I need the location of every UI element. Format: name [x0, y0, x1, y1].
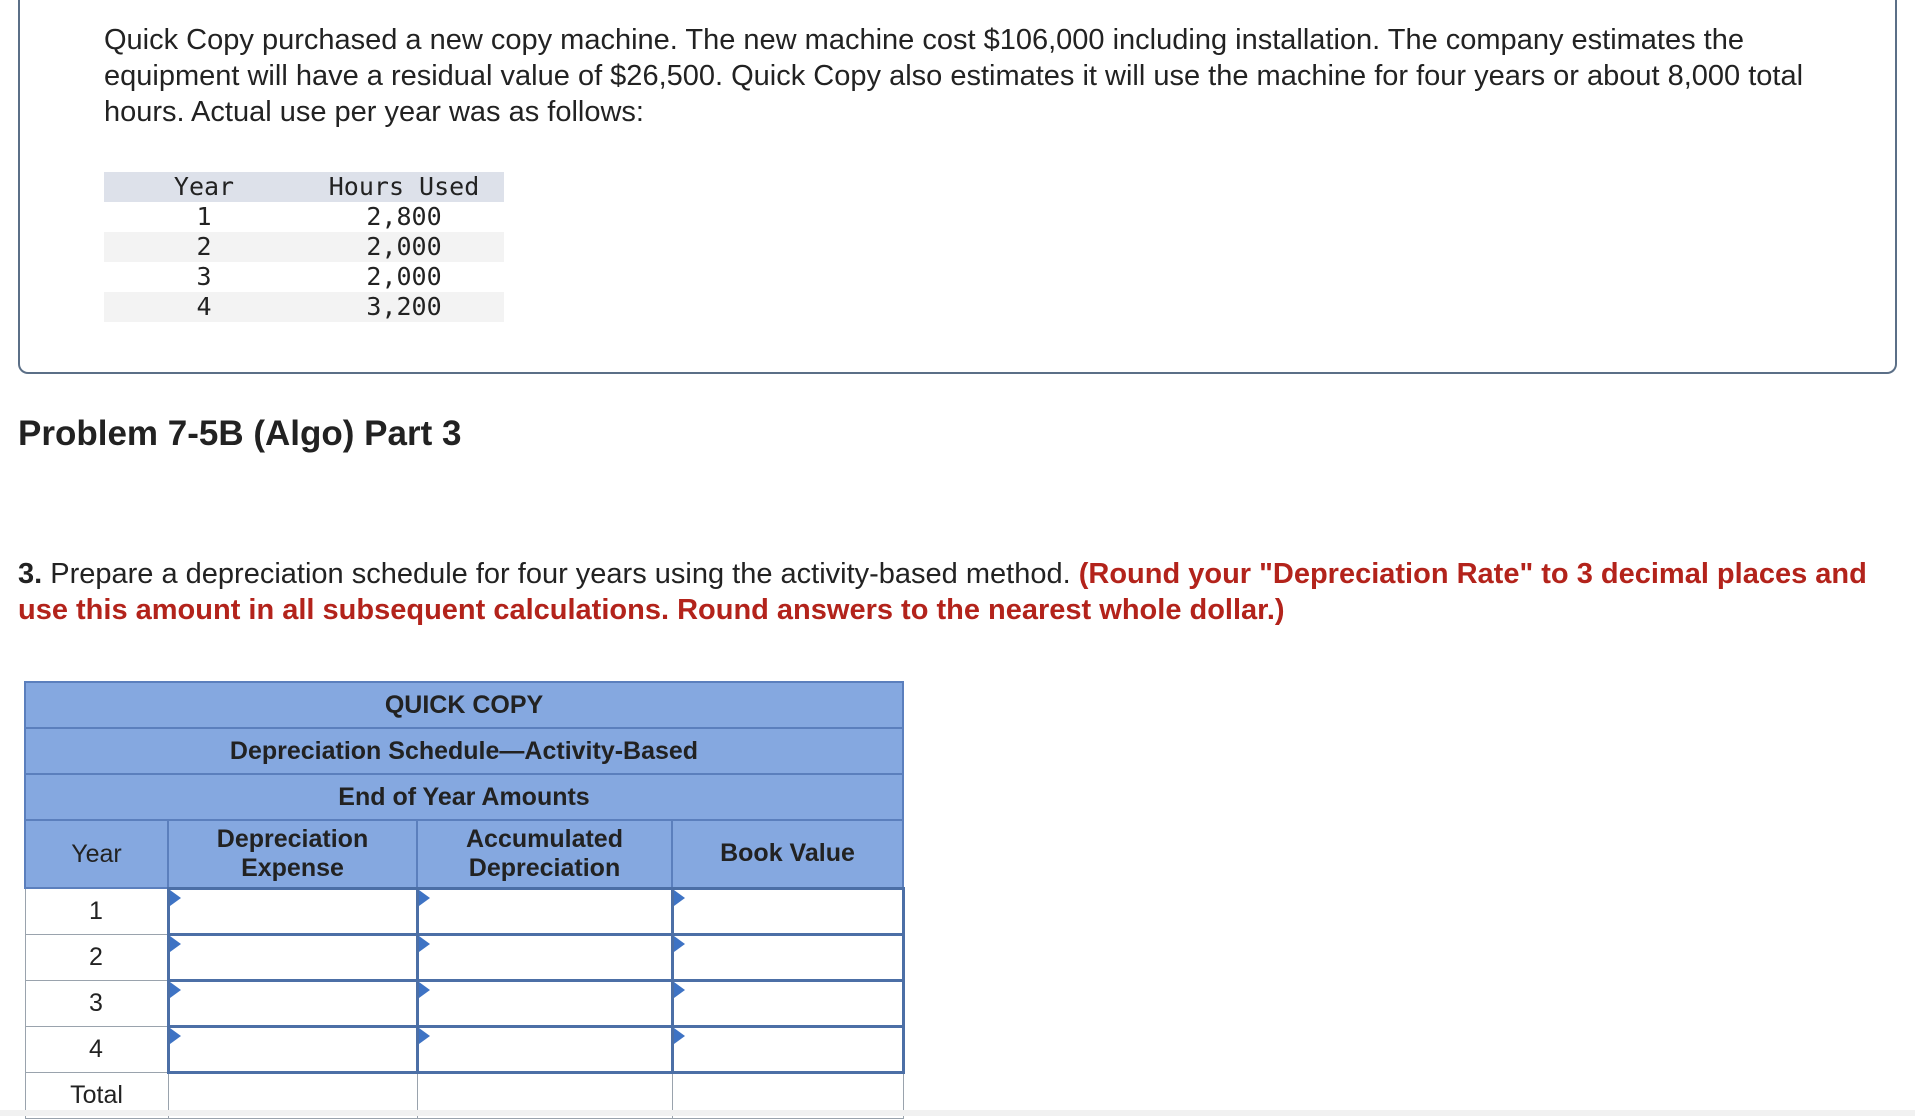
hours-table-year: 3	[196, 262, 212, 291]
book-value-input[interactable]	[672, 1026, 903, 1072]
hours-table-header-row	[104, 172, 504, 202]
table-row	[104, 262, 504, 292]
problem-description: Quick Copy purchased a new copy machine. The new machine cost $106,000 including installation. The company estimates the equipment will have a residual value of $26,500. Quick Copy also estimates it will use the machine for four years or about 8,000 total hours. Actual use per year was as follows:	[104, 24, 1804, 128]
input-marker-icon	[170, 1028, 181, 1044]
hours-table-header-year: Year	[104, 172, 304, 202]
schedule-company-header: QUICK COPY	[25, 682, 903, 728]
table-row	[104, 232, 504, 262]
input-marker-icon	[419, 936, 430, 952]
schedule-title-header: Depreciation Schedule—Activity-Based	[25, 728, 903, 774]
depreciation-expense-input[interactable]	[168, 888, 417, 934]
depreciation-expense-input[interactable]	[168, 980, 417, 1026]
column-header-book-value: Book Value	[672, 820, 903, 888]
hours-table-year: 2	[104, 232, 304, 262]
depreciation-expense-input[interactable]	[168, 934, 417, 980]
input-marker-icon	[170, 936, 181, 952]
rounding-note: (Round your "Depreciation Rate" to 3 decimal places and use this amount in all subsequent calculations. Round answers to the nearest whole dollar.)	[18, 558, 1867, 626]
hours-table-hours: 3,200	[304, 292, 504, 322]
accumulated-depreciation-input[interactable]	[417, 1026, 672, 1072]
table-row	[104, 202, 504, 232]
depreciation-expense-input[interactable]	[168, 1026, 417, 1072]
hours-table-hours: 2,000	[366, 262, 442, 291]
input-marker-icon	[674, 890, 685, 906]
input-marker-icon	[170, 982, 181, 998]
schedule-year-cell: 1	[25, 888, 168, 934]
depreciation-schedule-table	[24, 681, 905, 1119]
column-header-accumulated-depreciation: Accumulated Depreciation	[417, 820, 672, 888]
table-row	[25, 934, 903, 980]
part-title: Problem 7-5B (Algo) Part 3	[18, 414, 462, 453]
page-bottom-edge	[0, 1110, 1915, 1116]
schedule-year-cell: 2	[25, 934, 168, 980]
input-marker-icon	[170, 890, 181, 906]
instructions	[18, 556, 1888, 628]
total-label: Total	[25, 1072, 168, 1118]
hours-table-hours: 2,800	[366, 202, 442, 231]
instruction-number: 3.	[18, 558, 43, 590]
input-marker-icon	[419, 982, 430, 998]
input-marker-icon	[419, 890, 430, 906]
table-row	[25, 888, 903, 934]
table-row	[25, 1026, 903, 1072]
accumulated-depreciation-input[interactable]	[417, 980, 672, 1026]
table-row	[104, 292, 504, 322]
hours-table-header-hours: Hours Used	[304, 172, 504, 202]
schedule-year-cell: 4	[25, 1026, 168, 1072]
input-marker-icon	[674, 982, 685, 998]
accumulated-depreciation-input[interactable]	[417, 888, 672, 934]
column-header-year: Year	[25, 820, 168, 888]
instruction-text: Prepare a depreciation schedule for four years using the activity-based method.	[42, 558, 1079, 590]
hours-table-year: 1	[196, 202, 212, 231]
table-row	[25, 980, 903, 1026]
book-value-input[interactable]	[672, 980, 903, 1026]
schedule-subtitle-header: End of Year Amounts	[25, 774, 903, 820]
column-header-depreciation-expense: Depreciation Expense	[168, 820, 417, 888]
book-value-input[interactable]	[672, 934, 903, 980]
accumulated-depreciation-input[interactable]	[417, 934, 672, 980]
hours-table-year: 4	[104, 292, 304, 322]
schedule-year-cell: 3	[25, 980, 168, 1026]
hours-used-table	[104, 172, 504, 322]
input-marker-icon	[674, 936, 685, 952]
input-marker-icon	[674, 1028, 685, 1044]
book-value-input[interactable]	[672, 888, 903, 934]
input-marker-icon	[419, 1028, 430, 1044]
hours-table-hours: 2,000	[304, 232, 504, 262]
